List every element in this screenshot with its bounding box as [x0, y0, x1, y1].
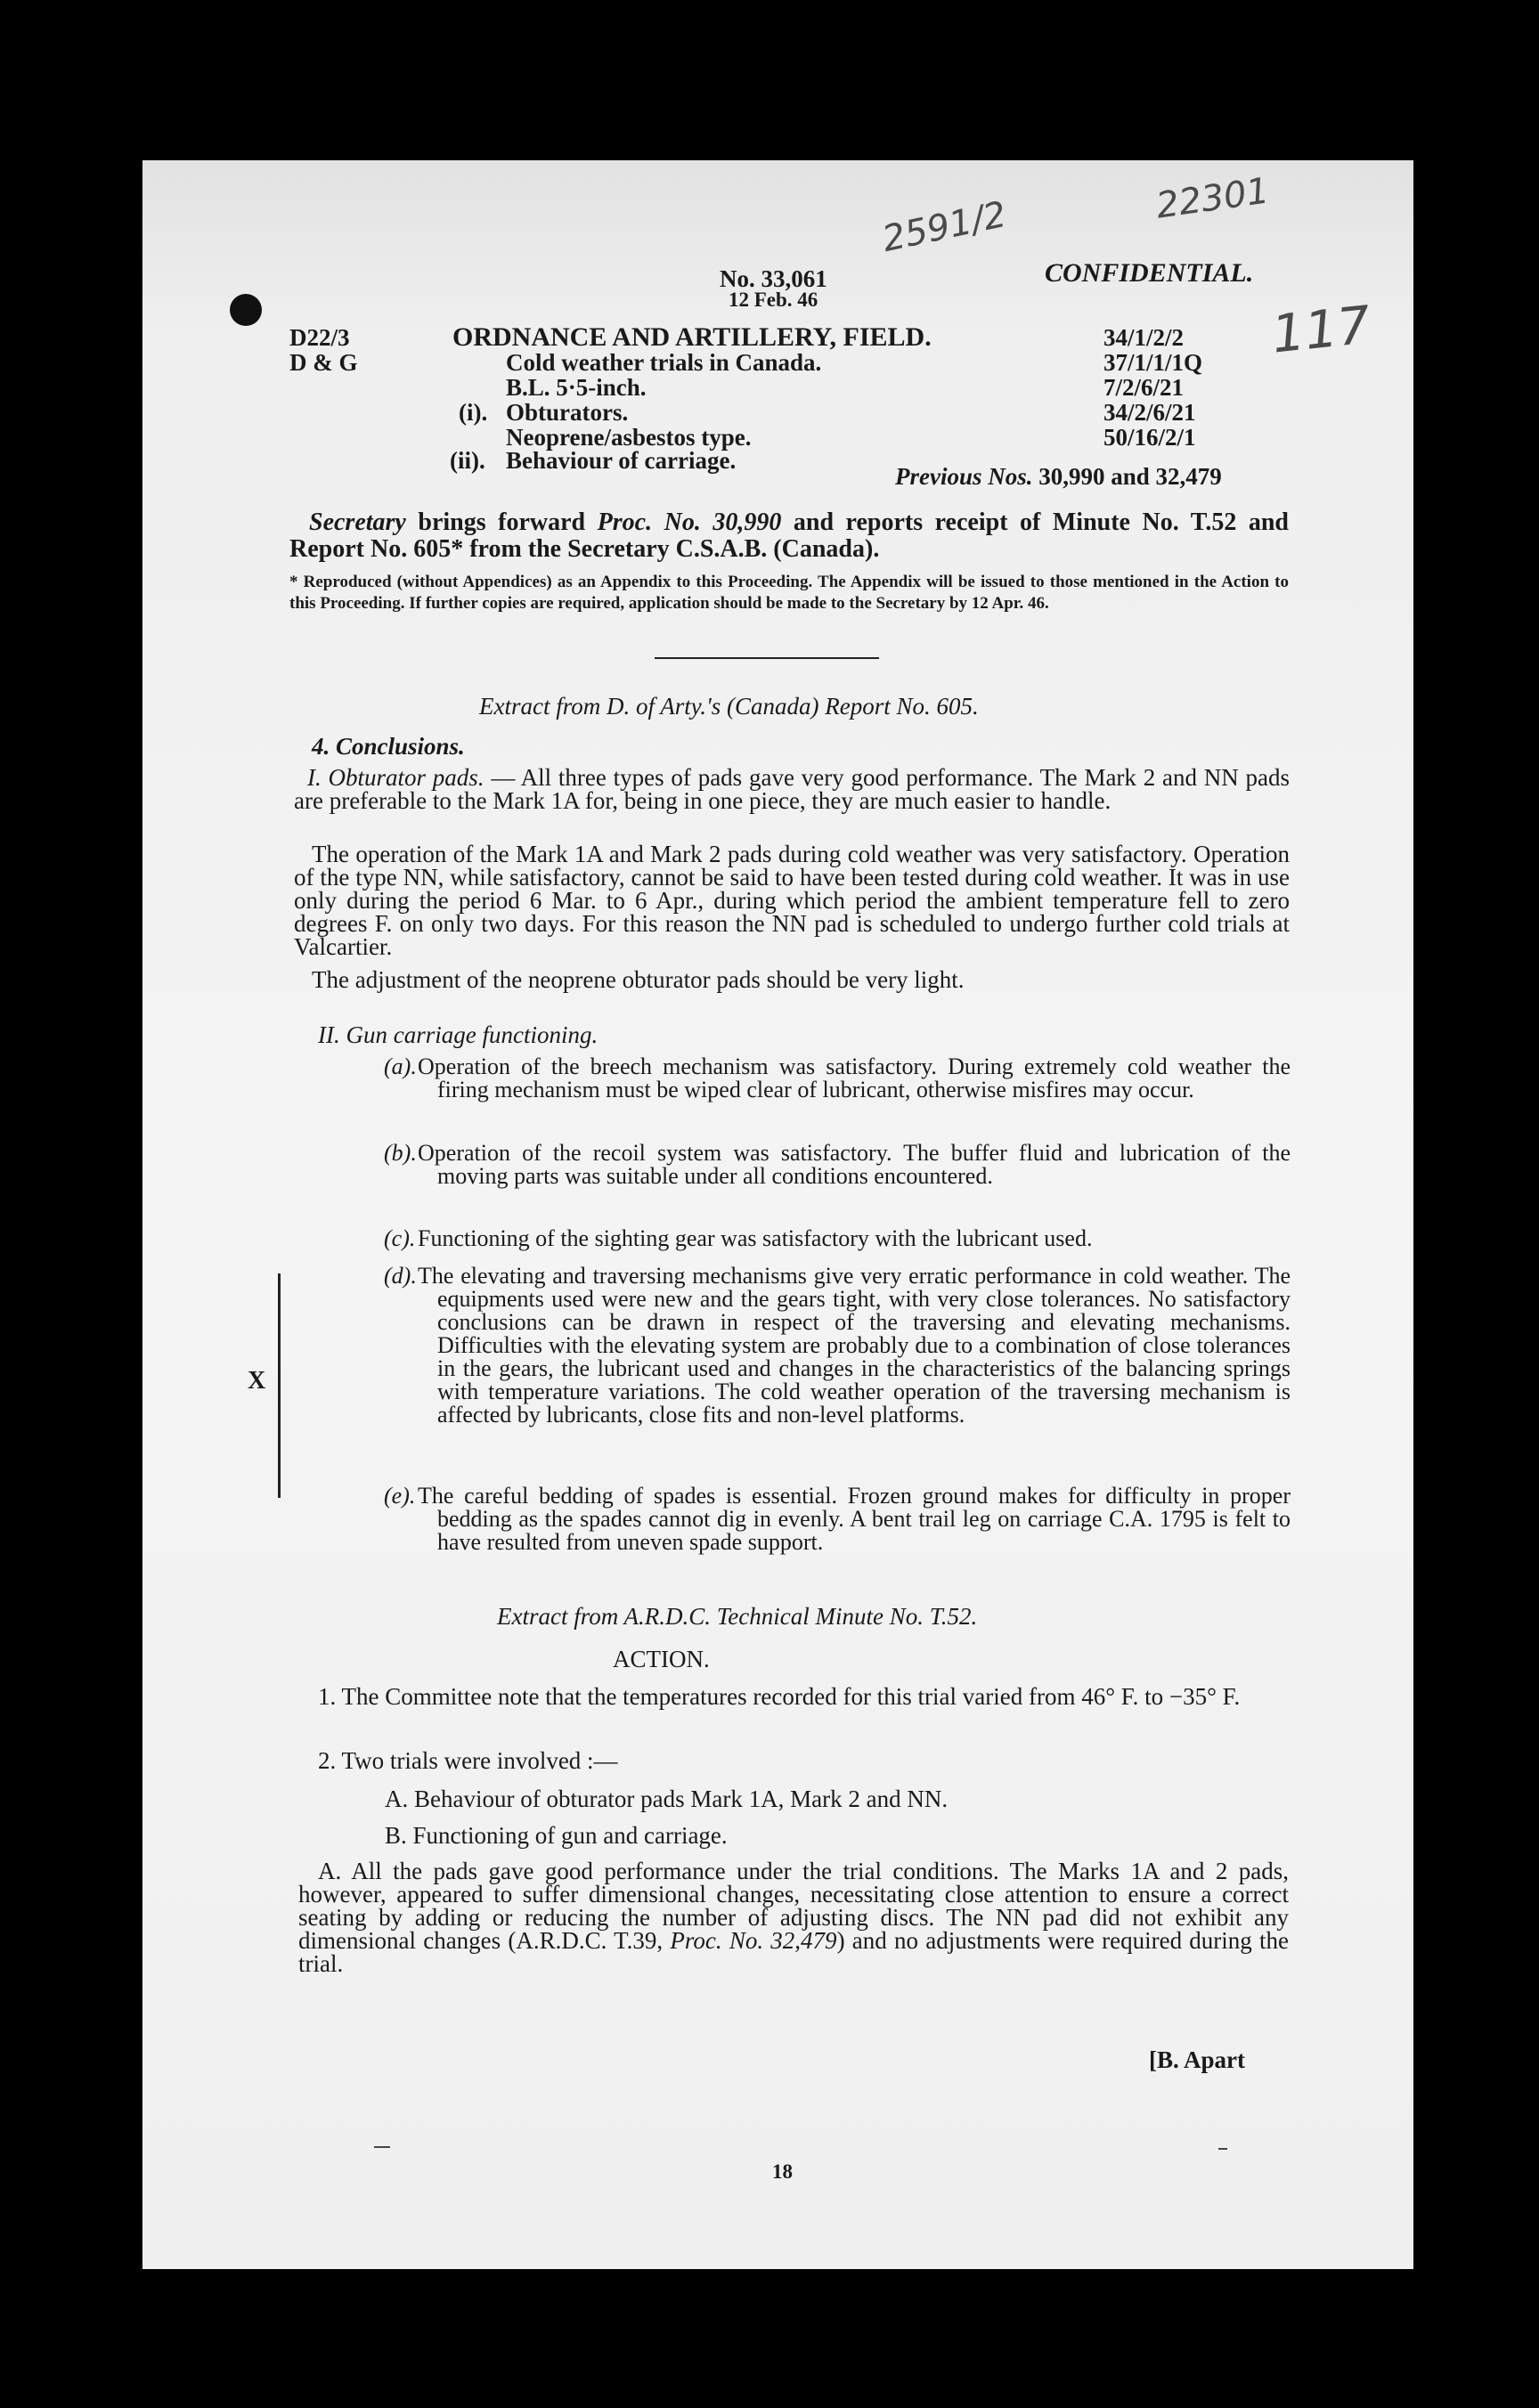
paragraph-text: — All three types of pads gave very good performance. The Mark 2 and NN pads are preferable to the Mark 1A for, being in one piece, they are much easier to handle. — [294, 764, 1291, 814]
item-text: The elevating and traversing mechanisms give very erratic performance in cold weather. The equipments used were new and the gears tight, with very close tolerances. No satisfactory conclusions can be drawn in respect of the traversing and elevating mechanisms. Difficulties with the elevating system are probably due to a combination of close tolerances in the gears, the lubricant used and changes in the characteristics of the balancing springs with temperature variations. The cold weather operation of the traversing mechanism is affected by lubricants, close fits and non-level platforms. — [418, 1263, 1291, 1428]
obturator-paragraph — [294, 766, 1290, 812]
subject-line: B.L. 5·5-inch. — [506, 374, 647, 401]
handwritten-number: 117 — [1268, 294, 1373, 365]
catchword: [B. Apart — [1149, 2046, 1245, 2073]
item-text: The careful bedding of spades is essential. Frozen ground makes for difficulty in proper bedding as the spades cannot dig in evenly. A bent trail leg on carriage C.A. 1795 is felt to have resulted from uneven spade support. — [418, 1483, 1291, 1555]
item-marker: (b). — [384, 1140, 417, 1166]
reference-number: 34/2/6/21 — [1103, 399, 1196, 426]
scan-mark — [1218, 2148, 1227, 2150]
intro-paragraph — [289, 509, 1289, 563]
subject-title: ORDNANCE AND ARTILLERY, FIELD. — [452, 322, 932, 352]
item-marker: (e). — [384, 1483, 416, 1509]
proceeding-number: No. 33,061 — [720, 265, 827, 292]
previous-values: 30,990 and 32,479 — [1038, 463, 1222, 490]
previous-label: Previous Nos. — [895, 463, 1033, 490]
document-page — [142, 160, 1413, 2269]
scan-mark — [374, 2146, 390, 2148]
section-heading: II. Gun carriage functioning. — [318, 1021, 598, 1048]
list-item — [384, 1227, 1291, 1250]
intro-text: brings forward — [405, 508, 598, 536]
list-item — [384, 1055, 1291, 1102]
item-text: Operation of the recoil system was satisfactory. The buffer fluid and lubrication of the moving parts was suitable under all conditions encountered. — [418, 1140, 1291, 1189]
file-code: D22/3 — [289, 324, 350, 351]
extract-heading: Extract from A.R.D.C. Technical Minute No. T.52. — [497, 1603, 978, 1630]
reference-number: 50/16/2/1 — [1103, 424, 1196, 451]
page-number: 18 — [772, 2160, 793, 2183]
reference-number: 37/1/1/1Q — [1103, 349, 1203, 376]
obturator-label: I. Obturator pads. — [307, 764, 484, 791]
paragraph-text: ) and no adjustments were required during the trial. — [298, 1927, 1289, 1977]
classification: CONFIDENTIAL. — [1045, 258, 1254, 288]
file-code: D & G — [289, 349, 358, 376]
reference-number: 34/1/2/2 — [1103, 324, 1185, 351]
item-marker: (d). — [384, 1263, 417, 1289]
action-paragraph: 2. Two trials were involved :— — [318, 1747, 618, 1774]
intro-text: and reports receipt of Minute No. T.52 and Report No. 605* from the Secretary C.S.A.B. (Canada). — [289, 508, 1290, 563]
extract-heading: Extract from D. of Arty.'s (Canada) Report No. 605. — [479, 693, 979, 720]
proceeding-reference: Proc. No. 30,990 — [597, 508, 782, 536]
paragraph-text: A. All the pads gave good performance under the trial conditions. The Marks 1A and 2 pads, however, appeared to suffer dimensional changes, necessitating close attention to ensure a correct seating by adding or reducing the number of adjusting discs. The NN pad did not exhibit any dimensional changes (A.R.D.C. T.39, — [298, 1858, 1289, 1954]
sub-item-text: Neoprene/asbestos type. — [506, 424, 752, 451]
list-item — [384, 1265, 1291, 1427]
previous-numbers — [895, 463, 1222, 491]
item-marker: (c). — [384, 1225, 416, 1251]
reference-number: 7/2/6/21 — [1103, 374, 1185, 401]
section-heading: 4. Conclusions. — [312, 733, 465, 760]
trial-item: A. Behaviour of obturator pads Mark 1A, Mark 2 and NN. — [385, 1786, 949, 1812]
sub-item-text: Behaviour of carriage. — [506, 447, 737, 474]
paragraph-text: The adjustment of the neoprene obturator pads should be very light. — [312, 966, 965, 993]
paragraph-text: The operation of the Mark 1A and Mark 2 pads during cold weather was very satisfactory. Operation of the type NN, while satisfactory, cannot be said to have been tested during cold weather. It was in use only during the period 6 Mar. to 6 Apr., during which period the ambient temperature fell to zero degrees F. on only two days. For this reason the NN pad is scheduled to undergo further cold trials at Valcartier. — [294, 841, 1290, 960]
proceeding-date: 12 Feb. 46 — [729, 289, 818, 311]
margin-mark: X — [248, 1367, 266, 1395]
margin-line — [278, 1273, 281, 1498]
sub-item-number: (ii). — [450, 447, 485, 474]
action-paragraph: 1. The Committee note that the temperatures recorded for this trial varied from 46° F. to −35° F. — [318, 1683, 1241, 1710]
footnote: * Reproduced (without Appendices) as an Appendix to this Proceeding. The Appendix will be issued to those mentioned in the Action to this Proceeding. If further copies are required, application should be made to the Secretary by 12 Apr. 46. — [289, 573, 1289, 613]
subject-line: Cold weather trials in Canada. — [506, 349, 822, 376]
trial-item: B. Functioning of gun and carriage. — [385, 1822, 728, 1849]
sub-item-text: Obturators. — [506, 399, 629, 426]
handwritten-number: 22301 — [1153, 170, 1272, 227]
list-item — [384, 1485, 1291, 1554]
item-text: Operation of the breech mechanism was satisfactory. During extremely cold weather the firing mechanism must be wiped clear of lubricant, otherwise misfires may occur. — [418, 1054, 1291, 1102]
action-heading: ACTION. — [613, 1646, 710, 1672]
ink-blot — [230, 294, 262, 326]
item-text: Functioning of the sighting gear was satisfactory with the lubricant used. — [418, 1225, 1093, 1251]
handwritten-number: 2591/2 — [878, 193, 1010, 261]
proceeding-reference: Proc. No. 32,479 — [670, 1927, 837, 1954]
secretary-label: Secretary — [309, 508, 406, 536]
item-marker: (a). — [384, 1054, 417, 1079]
action-paragraph — [298, 1859, 1289, 1975]
sub-item-number: (i). — [459, 399, 488, 426]
list-item — [384, 1142, 1291, 1188]
divider-line — [655, 657, 879, 659]
